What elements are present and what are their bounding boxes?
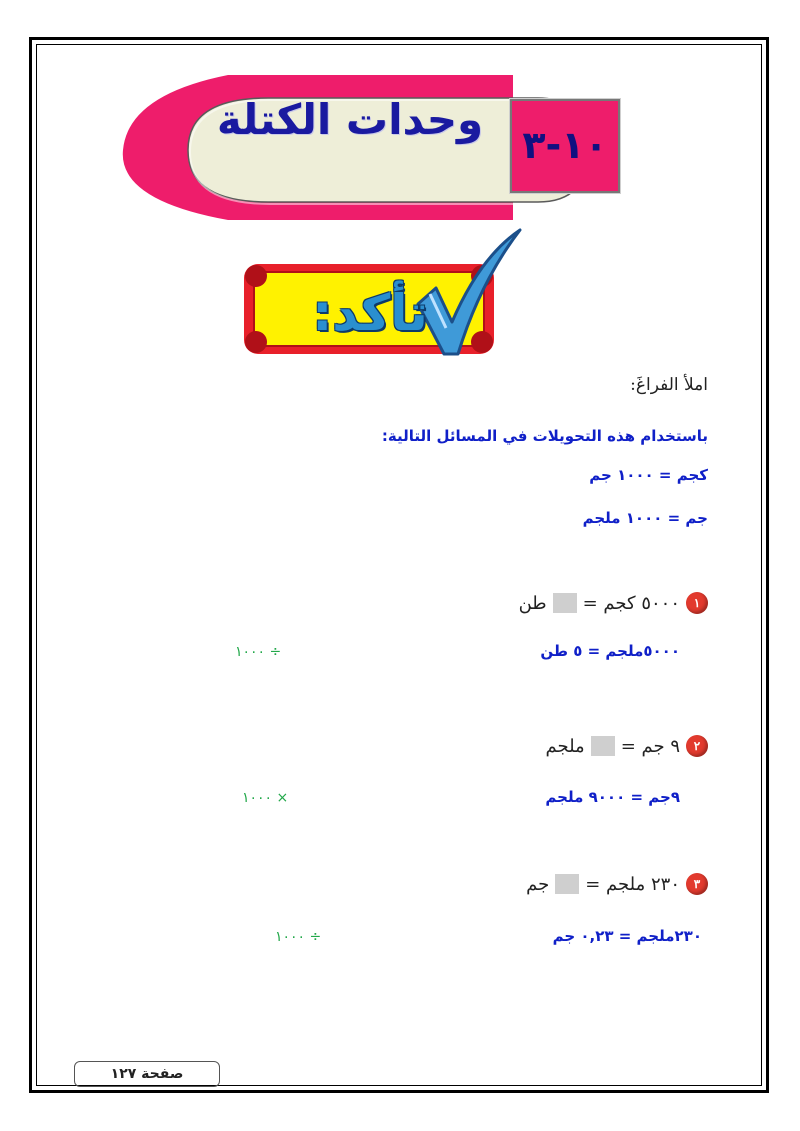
check-label: تأكد:: [312, 284, 428, 342]
question-bullet: ١: [686, 592, 708, 614]
answer-blank[interactable]: [591, 736, 615, 756]
question-left-text: ٩ جم =: [620, 735, 680, 757]
question-3-answer: ٢٣٠ملجم = ٠,٢٣ جم: [552, 927, 702, 945]
lesson-number: ١٠-٣: [522, 123, 608, 167]
question-2-operation: × ١٠٠٠: [242, 790, 289, 806]
question-bullet: ٢: [686, 735, 708, 757]
question-right-text: طن: [518, 592, 547, 614]
question-right-text: ملجم: [545, 735, 585, 757]
instruction-subheading: باستخدام هذه التحويلات في المسائل التالية:: [381, 427, 708, 445]
question-right-text: جم: [526, 873, 550, 895]
conversion-rule-kg: كجم = ١٠٠٠ جم: [589, 466, 708, 484]
question-2-answer: ٩جم = ٩٠٠٠ ملجم: [545, 788, 680, 806]
question-left-text: ٢٣٠ ملجم =: [585, 873, 680, 895]
question-1-answer: ٥٠٠٠ملجم = ٥ طن: [540, 642, 680, 660]
answer-blank[interactable]: [553, 593, 577, 613]
conversion-rule-g: جم = ١٠٠٠ ملجم: [582, 509, 708, 527]
question-3-operation: ÷ ١٠٠٠: [275, 929, 322, 945]
question-bullet: ٣: [686, 873, 708, 895]
instruction-heading: املأ الفراغَ:: [630, 375, 708, 395]
question-3: [526, 873, 708, 895]
question-1: [519, 592, 708, 614]
answer-blank[interactable]: [555, 874, 579, 894]
question-left-text: ٥٠٠٠ كجم =: [582, 592, 680, 614]
page-number-label: صفحة ١٢٧: [74, 1061, 220, 1087]
lesson-title: وحدات الكتلة: [216, 95, 484, 144]
question-1-operation: ÷ ١٠٠٠: [235, 644, 282, 660]
question-2: [545, 735, 708, 757]
